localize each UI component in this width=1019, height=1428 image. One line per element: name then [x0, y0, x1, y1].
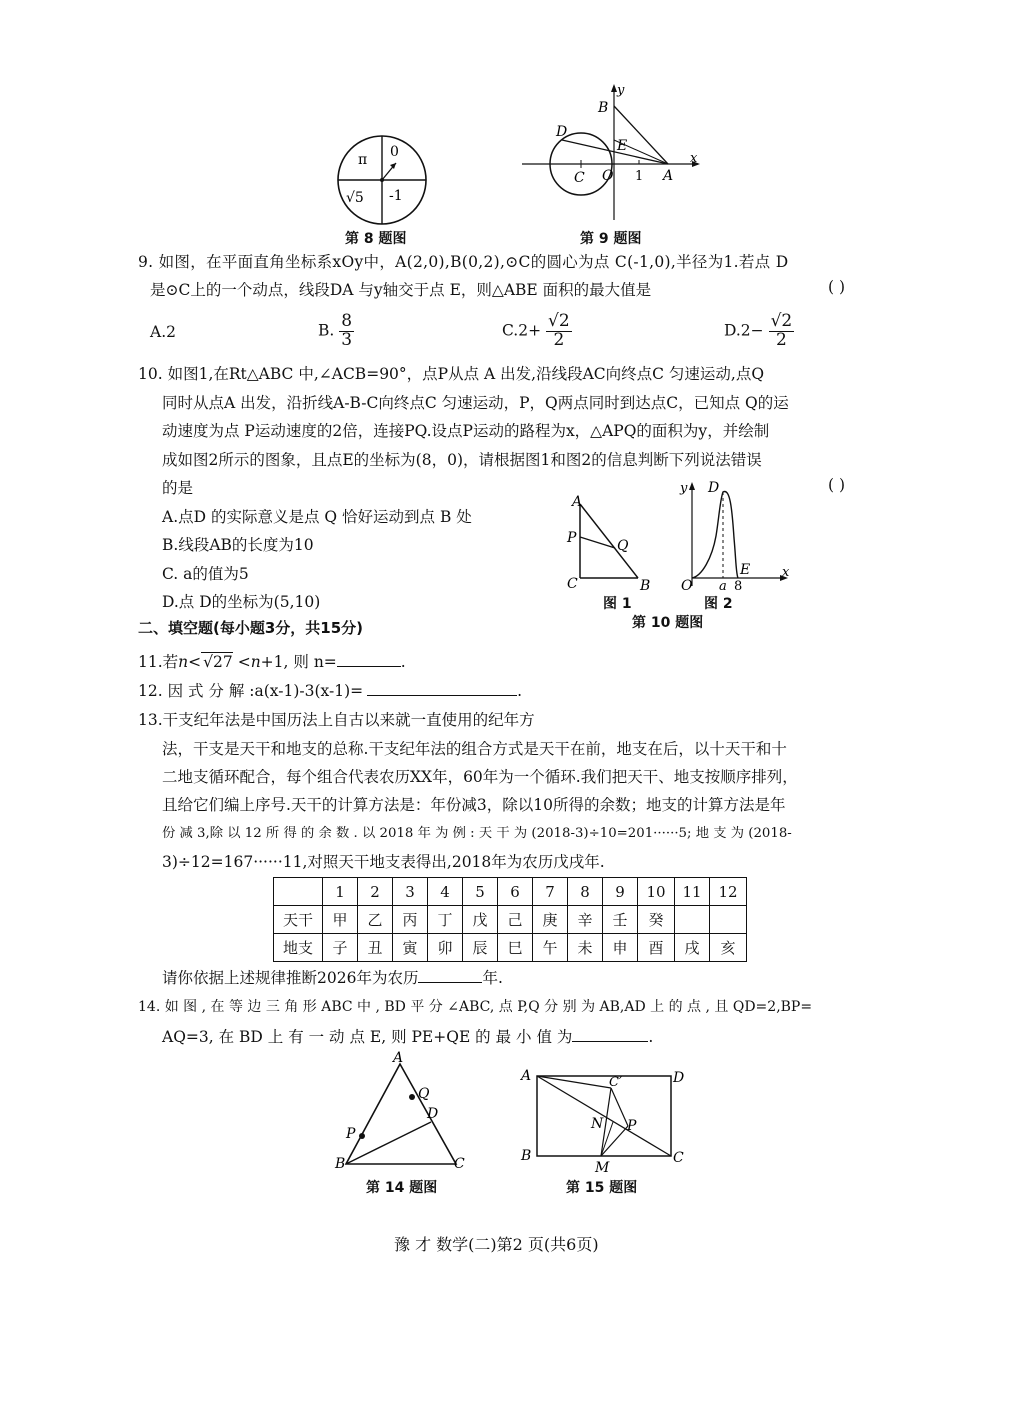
table-cell — [274, 878, 323, 906]
table-cell: 天干 — [274, 906, 323, 934]
table-cell: 甲 — [323, 906, 358, 934]
table-cell: 11 — [675, 878, 710, 906]
q9-answer-paren: ( ) — [828, 278, 846, 296]
fig15-label-P: P — [627, 1118, 637, 1134]
table-cell: 4 — [428, 878, 463, 906]
fig8-caption: 第 8 题图 — [345, 231, 407, 247]
q9-option-c-den: 2 — [553, 329, 565, 350]
q9-option-d — [724, 313, 794, 350]
ganzhi-header-row — [274, 878, 747, 906]
q13-line-4: 且给它们编上序号.天干的计算方法是：年份减3，除以10所得的余数；地支的计算方法是年 — [162, 796, 786, 814]
table-cell: 申 — [603, 934, 638, 962]
table-cell — [710, 906, 747, 934]
q13-ask-text: 请你依据上述规律推断2026年为农历 — [162, 969, 419, 987]
fig14-label-P: P — [346, 1126, 356, 1142]
q10-line-2: 同时从点A 出发，沿折线A-B-C向终点C 匀速运动，P，Q两点同时到达点C，已知点 Q的运 — [162, 394, 789, 412]
q14-line-2-text: AQ=3, 在 BD 上 有 一 动 点 E, 则 PE+QE 的 最 小 值 为 — [162, 1028, 573, 1046]
q9-option-a: A.2 — [150, 323, 176, 341]
table-cell: 酉 — [638, 934, 675, 962]
q10-option-c: C. a的值为5 — [162, 565, 249, 583]
q13-line-2: 法，干支是天干和地支的总称.干支纪年法的组合方式是天干在前，地支在后，以十天干和十 — [162, 740, 787, 758]
fig9-label-D: D — [556, 124, 568, 140]
fig9-label-C: C — [574, 170, 585, 186]
fig14-label-D: D — [427, 1106, 439, 1122]
fig8-cell-pi: π — [358, 152, 368, 168]
fig14-label-Q: Q — [418, 1086, 430, 1102]
q9-option-c-num: √2 — [548, 311, 570, 331]
q10-answer-paren: ( ) — [828, 476, 846, 494]
section-2-heading: 二、填空题(每小题3分，共15分) — [138, 619, 364, 637]
fig15-label-M: M — [595, 1160, 610, 1174]
q11-rest: 则 n= — [293, 653, 337, 671]
q9-option-c — [502, 313, 572, 350]
fig10-1-label-B: B — [640, 578, 651, 594]
fig10-2-label-a: a — [719, 579, 727, 594]
q9-option-d-num: √2 — [770, 311, 793, 331]
q14-blank[interactable] — [572, 1027, 648, 1042]
table-cell: 己 — [498, 906, 533, 934]
fig14-label-A: A — [393, 1050, 404, 1066]
fig10-1-label-P: P — [567, 530, 577, 546]
table-cell: 卯 — [428, 934, 463, 962]
fig10-1-label-C: C — [567, 576, 578, 592]
table-cell: 巳 — [498, 934, 533, 962]
table-cell: 5 — [463, 878, 498, 906]
fig8-cell-neg1: -1 — [389, 188, 403, 204]
fig15-label-N: N — [591, 1116, 604, 1132]
figure-9-diagram — [518, 82, 708, 222]
ganzhi-table — [273, 877, 747, 962]
fig9-label-B: B — [598, 100, 609, 116]
table-cell: 6 — [498, 878, 533, 906]
table-cell: 壬 — [603, 906, 638, 934]
q11-prefix: 11.若 — [138, 653, 179, 671]
page-footer: 豫 才 数学(二)第2 页(共6页) — [394, 1235, 599, 1254]
q11-n1: n — [178, 653, 189, 671]
table-cell — [675, 906, 710, 934]
table-cell: 7 — [533, 878, 568, 906]
q9-option-b — [318, 313, 354, 350]
table-cell: 3 — [393, 878, 428, 906]
q11-blank[interactable] — [337, 652, 401, 667]
q9-option-b-letter: B. — [318, 321, 335, 340]
q11 — [138, 650, 406, 672]
q13-line-1: 13.干支纪年法是中国历法上自古以来就一直使用的纪年方 — [138, 711, 535, 729]
ganzhi-tiangan-row — [274, 906, 747, 934]
q10-line-5: 的是 — [162, 479, 194, 497]
q11-lt1: < — [188, 653, 202, 671]
figure-10-2-diagram — [676, 478, 796, 594]
fig10-2-label-D: D — [708, 480, 720, 496]
fig9-label-y: y — [617, 83, 625, 98]
table-cell: 8 — [568, 878, 603, 906]
q11-plus-one: +1, — [260, 653, 289, 671]
figure-10-1-diagram — [560, 490, 660, 600]
q11-n2: n — [250, 653, 261, 671]
q10-option-a: A.点D 的实际意义是点 Q 恰好运动到点 B 处 — [162, 508, 472, 526]
table-cell: 戊 — [463, 906, 498, 934]
fig14-label-C: C — [454, 1156, 465, 1172]
q13-ask — [162, 966, 503, 988]
q11-lt2: < — [237, 653, 251, 671]
q10-line-1: 10. 如图1,在Rt△ABC 中,∠ACB=90°，点P从点 A 出发,沿线段AC向终点C 匀速运动,点Q — [138, 365, 765, 383]
table-cell: 午 — [533, 934, 568, 962]
table-cell: 地支 — [274, 934, 323, 962]
q14-line-1: 14. 如 图 , 在 等 边 三 角 形 ABC 中 , BD 平 分 ∠ABC, 点 P,Q 分 别 为 AB,AD 上 的 点 , 且 QD=2,BP= — [138, 999, 813, 1015]
fig15-label-D: D — [673, 1070, 685, 1086]
table-cell: 12 — [710, 878, 747, 906]
q12-blank[interactable] — [367, 681, 517, 696]
figure-15-diagram — [515, 1062, 695, 1174]
table-cell: 丑 — [358, 934, 393, 962]
table-cell: 1 — [323, 878, 358, 906]
fig8-cell-sqrt5: √5 — [346, 190, 364, 206]
fig10-2-label-8: 8 — [734, 579, 743, 594]
fig15-label-B: B — [521, 1148, 532, 1164]
table-cell: 丙 — [393, 906, 428, 934]
fig10-2-label-E: E — [740, 562, 751, 578]
q9-option-c-prefix: C.2+ — [502, 321, 542, 340]
fig8-cell-zero: 0 — [390, 144, 399, 160]
fig14-caption: 第 14 题图 — [366, 1180, 438, 1196]
q13-line-6: 3)÷12=167······11,对照天干地支表得出,2018年为农历戊戌年. — [162, 853, 605, 871]
q9-option-b-num: 8 — [341, 311, 353, 331]
table-cell: 10 — [638, 878, 675, 906]
table-cell: 9 — [603, 878, 638, 906]
table-cell: 寅 — [393, 934, 428, 962]
fig9-label-O: O — [602, 168, 614, 184]
fig10-caption: 第 10 题图 — [632, 615, 704, 631]
q9-line-2: 是⊙C上的一个动点，线段DA 与y轴交于点 E，则△ABE 面积的最大值是 — [150, 281, 652, 299]
table-cell: 子 — [323, 934, 358, 962]
q10-line-4: 成如图2所示的图象，且点E的坐标为(8，0)，请根据图1和图2的信息判断下列说法错误 — [162, 451, 762, 469]
table-cell: 辛 — [568, 906, 603, 934]
table-cell: 未 — [568, 934, 603, 962]
fig10-2-caption: 图 2 — [704, 596, 733, 612]
fig9-label-A: A — [663, 168, 674, 184]
fig14-label-B: B — [335, 1156, 346, 1172]
q12 — [138, 679, 522, 701]
table-cell: 癸 — [638, 906, 675, 934]
figure-14-diagram — [332, 1050, 472, 1174]
fig10-1-caption: 图 1 — [603, 596, 632, 612]
q10-option-d: D.点 D的坐标为(5,10) — [162, 593, 321, 611]
fig9-label-x: x — [690, 151, 698, 166]
fig15-label-C: C — [673, 1150, 684, 1166]
q11-end: . — [400, 653, 406, 671]
fig15-label-Cprime: C′ — [609, 1075, 622, 1090]
table-cell: 庚 — [533, 906, 568, 934]
q9-option-c-fraction — [546, 313, 572, 350]
q13-line-5: 份 减 3,除 以 12 所 得 的 余 数 . 以 2018 年 为 例 : 天 干 为 (2018-3)÷10=201······5; 地 支 为 (2018- — [162, 826, 792, 841]
q9-option-b-fraction — [339, 313, 354, 350]
q14-end: . — [648, 1028, 654, 1046]
q13-blank[interactable] — [418, 968, 482, 983]
table-cell: 亥 — [710, 934, 747, 962]
table-cell: 丁 — [428, 906, 463, 934]
q10-line-3: 动速度为点 P运动速度的2倍，连接PQ.设点P运动的路程为x，△APQ的面积为y，并绘制 — [162, 422, 770, 440]
fig10-2-label-O: O — [681, 578, 693, 594]
q13-ask-end: 年. — [482, 969, 503, 987]
q12-text: 12. 因 式 分 解 :a(x-1)-3(x-1)= — [138, 682, 364, 700]
q11-sqrt27: √27 — [203, 653, 233, 671]
table-cell: 乙 — [358, 906, 393, 934]
fig9-label-E: E — [617, 138, 628, 154]
q9-option-d-fraction — [769, 313, 795, 350]
q10-option-b: B.线段AB的长度为10 — [162, 536, 314, 554]
fig15-label-A: A — [521, 1068, 532, 1084]
fig10-1-label-Q: Q — [617, 538, 629, 554]
fig10-2-label-x: x — [782, 565, 790, 580]
fig9-caption: 第 9 题图 — [580, 231, 642, 247]
ganzhi-dizhi-row — [274, 934, 747, 962]
table-cell: 2 — [358, 878, 393, 906]
fig9-label-1: 1 — [635, 169, 644, 184]
q9-option-d-den: 2 — [776, 329, 787, 350]
fig10-1-label-A: A — [572, 494, 583, 510]
fig10-2-label-y: y — [680, 481, 688, 496]
fig15-caption: 第 15 题图 — [566, 1180, 638, 1196]
q14-line-2 — [162, 1025, 653, 1047]
q9-option-b-den: 3 — [341, 329, 353, 350]
table-cell: 戌 — [675, 934, 710, 962]
q9-option-d-prefix: D.2− — [724, 321, 764, 340]
q9-line-1: 9. 如图，在平面直角坐标系xOy中，A(2,0),B(0,2),⊙C的圆心为点 C(-1,0),半径为1.若点 D — [138, 253, 789, 271]
figure-8-diagram — [334, 132, 430, 228]
table-cell: 辰 — [463, 934, 498, 962]
q12-end: . — [517, 682, 523, 700]
q13-line-3: 二地支循环配合，每个组合代表农历XX年，60年为一个循环.我们把天干、地支按顺序排列， — [162, 768, 798, 786]
